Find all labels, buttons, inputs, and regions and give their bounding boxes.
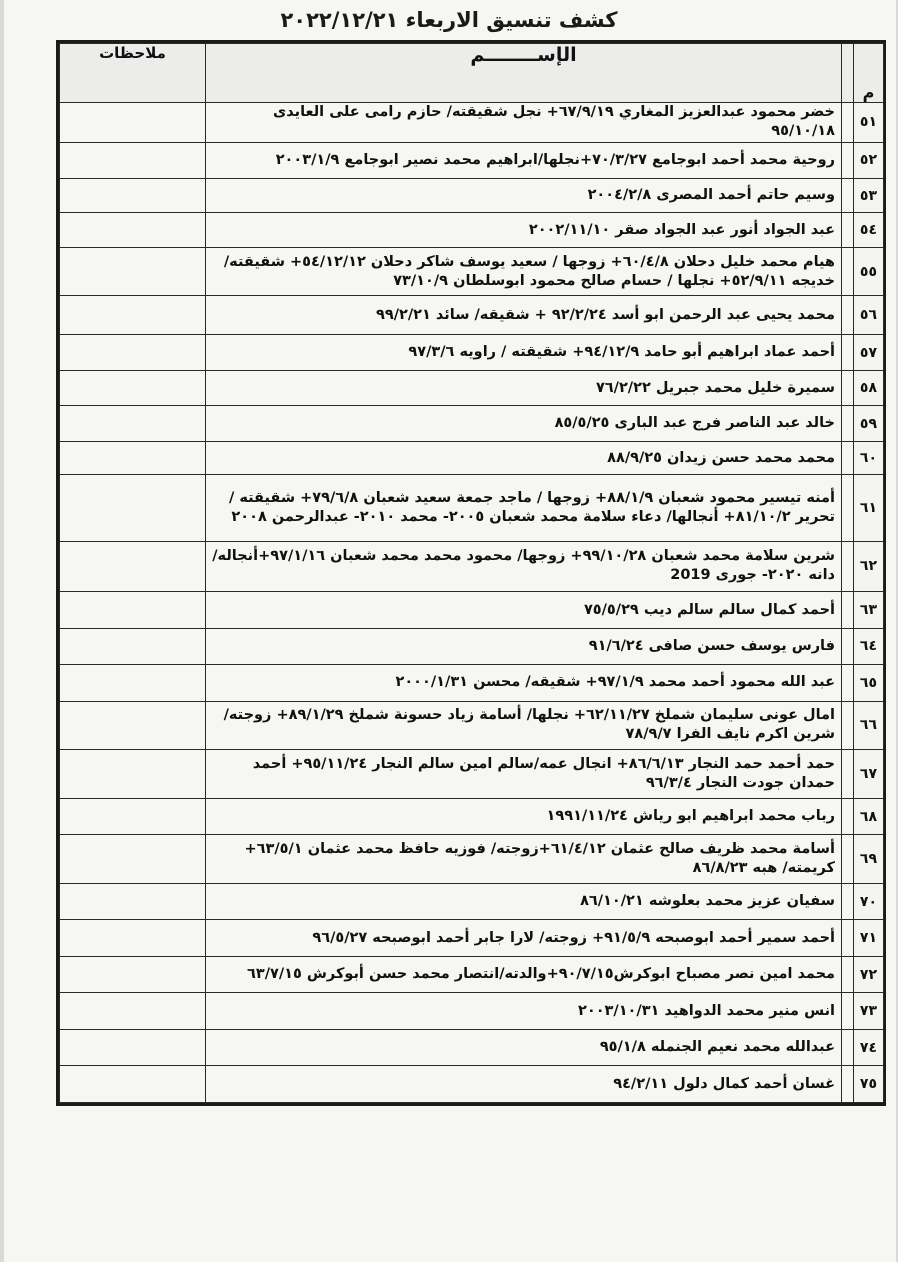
row-number: ٥٢ <box>854 142 884 178</box>
row-number: ٦٢ <box>854 541 884 592</box>
row-name: محمد امين نصر مصباح ابوكرش٩٠/٧/١٥+والدته/انتصار محمد حسن أبوكرش ٦٣/٧/١٥ <box>206 956 842 992</box>
row-spacer <box>842 334 854 370</box>
row-notes <box>60 334 206 370</box>
names-table <box>59 43 884 1103</box>
row-name: هيام محمد خليل دحلان ٦٠/٤/٨+ زوجها / سعيد يوسف شاكر دحلان ٥٤/١٢/١٢+ شقيقته/ خديجه ٥٢/٩/١١+ نجلها / حسام صالح محمود ابوسلطان ٧٣/١٠/٩ <box>206 247 842 296</box>
table-row <box>60 442 884 474</box>
row-number: ٦٥ <box>854 665 884 701</box>
table-row <box>60 1066 884 1103</box>
table-row <box>60 103 884 143</box>
row-number: ٧٥ <box>854 1066 884 1103</box>
row-name: فارس يوسف حسن صافى ٩١/٦/٢٤ <box>206 628 842 664</box>
row-spacer <box>842 178 854 212</box>
row-name: انس منير محمد الدواهيد ٢٠٠٣/١٠/٣١ <box>206 993 842 1029</box>
row-name: أحمد سمير أحمد ابوصبحه ٩١/٥/٩+ زوجته/ لارا جابر أحمد ابوصبحه ٩٦/٥/٢٧ <box>206 920 842 956</box>
row-name: أمنه تيسير محمود شعبان ٨٨/١/٩+ زوجها / ماجد جمعة سعيد شعبان ٧٩/٦/٨+ شقيقته / تحرير ٨١/١٠/٢+ أنجالها/ دعاء سلامة محمد شعبان ٢٠٠٥- محمد ٢٠١٠- عبدالرحمن ٢٠٠٨ <box>206 474 842 541</box>
row-number: ٦٦ <box>854 701 884 750</box>
row-name: وسيم حاتم أحمد المصرى ٢٠٠٤/٢/٨ <box>206 178 842 212</box>
row-notes <box>60 405 206 441</box>
row-number: ٥٥ <box>854 247 884 296</box>
table-row <box>60 592 884 628</box>
row-number: ٦٧ <box>854 750 884 799</box>
row-spacer <box>842 103 854 143</box>
row-number: ٦٠ <box>854 442 884 474</box>
row-spacer <box>842 142 854 178</box>
table-row <box>60 334 884 370</box>
header-name: الإســــــــم <box>206 44 842 103</box>
row-name: أحمد كمال سالم سالم ديب ٧٥/٥/٢٩ <box>206 592 842 628</box>
row-notes <box>60 956 206 992</box>
row-name: شرين سلامة محمد شعبان ٩٩/١٠/٢٨+ زوجها/ محمود محمد محمد شعبان ٩٧/١/١٦+أنجاله/ دانه ٢٠٢٠- جورى 2019 <box>206 541 842 592</box>
row-spacer <box>842 405 854 441</box>
row-number: ٦٩ <box>854 835 884 884</box>
table-row <box>60 665 884 701</box>
row-spacer <box>842 592 854 628</box>
row-spacer <box>842 920 854 956</box>
row-number: ٥٣ <box>854 178 884 212</box>
row-name: سميرة خليل محمد جبريل ٧٦/٢/٢٢ <box>206 371 842 405</box>
row-name: أحمد عماد ابراهيم أبو حامد ٩٤/١٢/٩+ شقيقته / راويه ٩٧/٣/٦ <box>206 334 842 370</box>
row-spacer <box>842 798 854 834</box>
row-spacer <box>842 213 854 247</box>
page-title: كشف تنسيق الاربعاء ٢٠٢٢/١٢/٢١ <box>280 8 618 32</box>
row-name: غسان أحمد كمال دلول ٩٤/٢/١١ <box>206 1066 842 1103</box>
table-row <box>60 541 884 592</box>
row-spacer <box>842 956 854 992</box>
row-spacer <box>842 371 854 405</box>
row-number: ٧٠ <box>854 884 884 920</box>
row-notes <box>60 213 206 247</box>
header-number: م <box>854 44 884 103</box>
row-spacer <box>842 628 854 664</box>
table-row <box>60 296 884 335</box>
row-name: خضر محمود عبدالعزيز المغاري ٦٧/٩/١٩+ نجل شقيقته/ حازم رامى على العايدى ٩٥/١٠/١٨ <box>206 103 842 143</box>
row-notes <box>60 371 206 405</box>
row-notes <box>60 920 206 956</box>
table-row <box>60 701 884 750</box>
row-spacer <box>842 474 854 541</box>
row-spacer <box>842 835 854 884</box>
row-notes <box>60 1029 206 1065</box>
header-spacer <box>842 44 854 103</box>
table-header-row <box>60 44 884 103</box>
row-spacer <box>842 296 854 335</box>
row-name: رباب محمد ابراهيم ابو رياش ١٩٩١/١١/٢٤ <box>206 798 842 834</box>
row-notes <box>60 628 206 664</box>
table-row <box>60 798 884 834</box>
row-notes <box>60 296 206 335</box>
table-row <box>60 956 884 992</box>
row-number: ٥٩ <box>854 405 884 441</box>
row-number: ٥٨ <box>854 371 884 405</box>
row-number: ٧١ <box>854 920 884 956</box>
row-name: سفيان عزيز محمد بعلوشه ٨٦/١٠/٢١ <box>206 884 842 920</box>
table-row <box>60 213 884 247</box>
row-notes <box>60 142 206 178</box>
table-row <box>60 405 884 441</box>
row-name: عبد الجواد أنور عبد الجواد صقر ٢٠٠٢/١١/١٠ <box>206 213 842 247</box>
row-notes <box>60 592 206 628</box>
row-notes <box>60 750 206 799</box>
row-name: محمد محمد حسن زيدان ٨٨/٩/٢٥ <box>206 442 842 474</box>
table-row <box>60 628 884 664</box>
row-spacer <box>842 1029 854 1065</box>
row-notes <box>60 884 206 920</box>
row-notes <box>60 835 206 884</box>
row-spacer <box>842 247 854 296</box>
row-name: أسامة محمد ظريف صالح عثمان ٦١/٤/١٢+زوجته/ فوزيه حافظ محمد عثمان ٦٣/٥/١+ كريمته/ هبه ٨٦/٨/٢٣ <box>206 835 842 884</box>
row-number: ٦٨ <box>854 798 884 834</box>
row-number: ٥٤ <box>854 213 884 247</box>
row-notes <box>60 665 206 701</box>
row-notes <box>60 701 206 750</box>
row-name: امال عونى سليمان شملخ ٦٢/١١/٢٧+ نجلها/ أسامة زياد حسونة شملخ ٨٩/١/٢٩+ زوجته/ شرين اكرم نايف الفرا ٧٨/٩/٧ <box>206 701 842 750</box>
table-row <box>60 178 884 212</box>
row-name: حمد أحمد حمد النجار ٨٦/٦/١٣+ انجال عمه/سالم امين سالم النجار ٩٥/١١/٢٤+ أحمد حمدان جودت النجار ٩٦/٣/٤ <box>206 750 842 799</box>
row-number: ٥٦ <box>854 296 884 335</box>
table-row <box>60 835 884 884</box>
row-name: عبد الله محمود أحمد محمد ٩٧/١/٩+ شقيقه/ محسن ٢٠٠٠/١/٣١ <box>206 665 842 701</box>
row-spacer <box>842 884 854 920</box>
row-spacer <box>842 750 854 799</box>
row-number: ٦٤ <box>854 628 884 664</box>
row-name: خالد عبد الناصر فرج عبد البارى ٨٥/٥/٢٥ <box>206 405 842 441</box>
row-notes <box>60 993 206 1029</box>
row-notes <box>60 178 206 212</box>
row-name: روحية محمد أحمد ابوجامع ٧٠/٣/٢٧+نجلها/ابراهيم محمد نصير ابوجامع ٢٠٠٣/١/٩ <box>206 142 842 178</box>
row-spacer <box>842 993 854 1029</box>
table-row <box>60 1029 884 1065</box>
row-notes <box>60 247 206 296</box>
row-spacer <box>842 701 854 750</box>
table-row <box>60 474 884 541</box>
row-notes <box>60 103 206 143</box>
row-number: ٥١ <box>854 103 884 143</box>
table-row <box>60 142 884 178</box>
row-spacer <box>842 1066 854 1103</box>
row-number: ٦٣ <box>854 592 884 628</box>
row-number: ٥٧ <box>854 334 884 370</box>
table-row <box>60 993 884 1029</box>
row-number: ٧٤ <box>854 1029 884 1065</box>
row-spacer <box>842 541 854 592</box>
row-spacer <box>842 442 854 474</box>
row-notes <box>60 474 206 541</box>
row-number: ٦١ <box>854 474 884 541</box>
row-notes <box>60 1066 206 1103</box>
table-row <box>60 920 884 956</box>
table-row <box>60 371 884 405</box>
row-notes <box>60 798 206 834</box>
table-row <box>60 750 884 799</box>
row-name: عبدالله محمد نعيم الجنمله ٩٥/١/٨ <box>206 1029 842 1065</box>
row-spacer <box>842 665 854 701</box>
row-number: ٧٣ <box>854 993 884 1029</box>
table-body <box>60 103 884 1103</box>
table-row <box>60 247 884 296</box>
header-notes: ملاحظات <box>60 44 206 103</box>
table-row <box>60 884 884 920</box>
row-name: محمد يحيى عبد الرحمن ابو أسد ٩٢/٢/٢٤ + شقيقه/ سائد ٩٩/٢/٢١ <box>206 296 842 335</box>
table-frame <box>56 40 886 1106</box>
row-number: ٧٢ <box>854 956 884 992</box>
row-notes <box>60 442 206 474</box>
row-notes <box>60 541 206 592</box>
